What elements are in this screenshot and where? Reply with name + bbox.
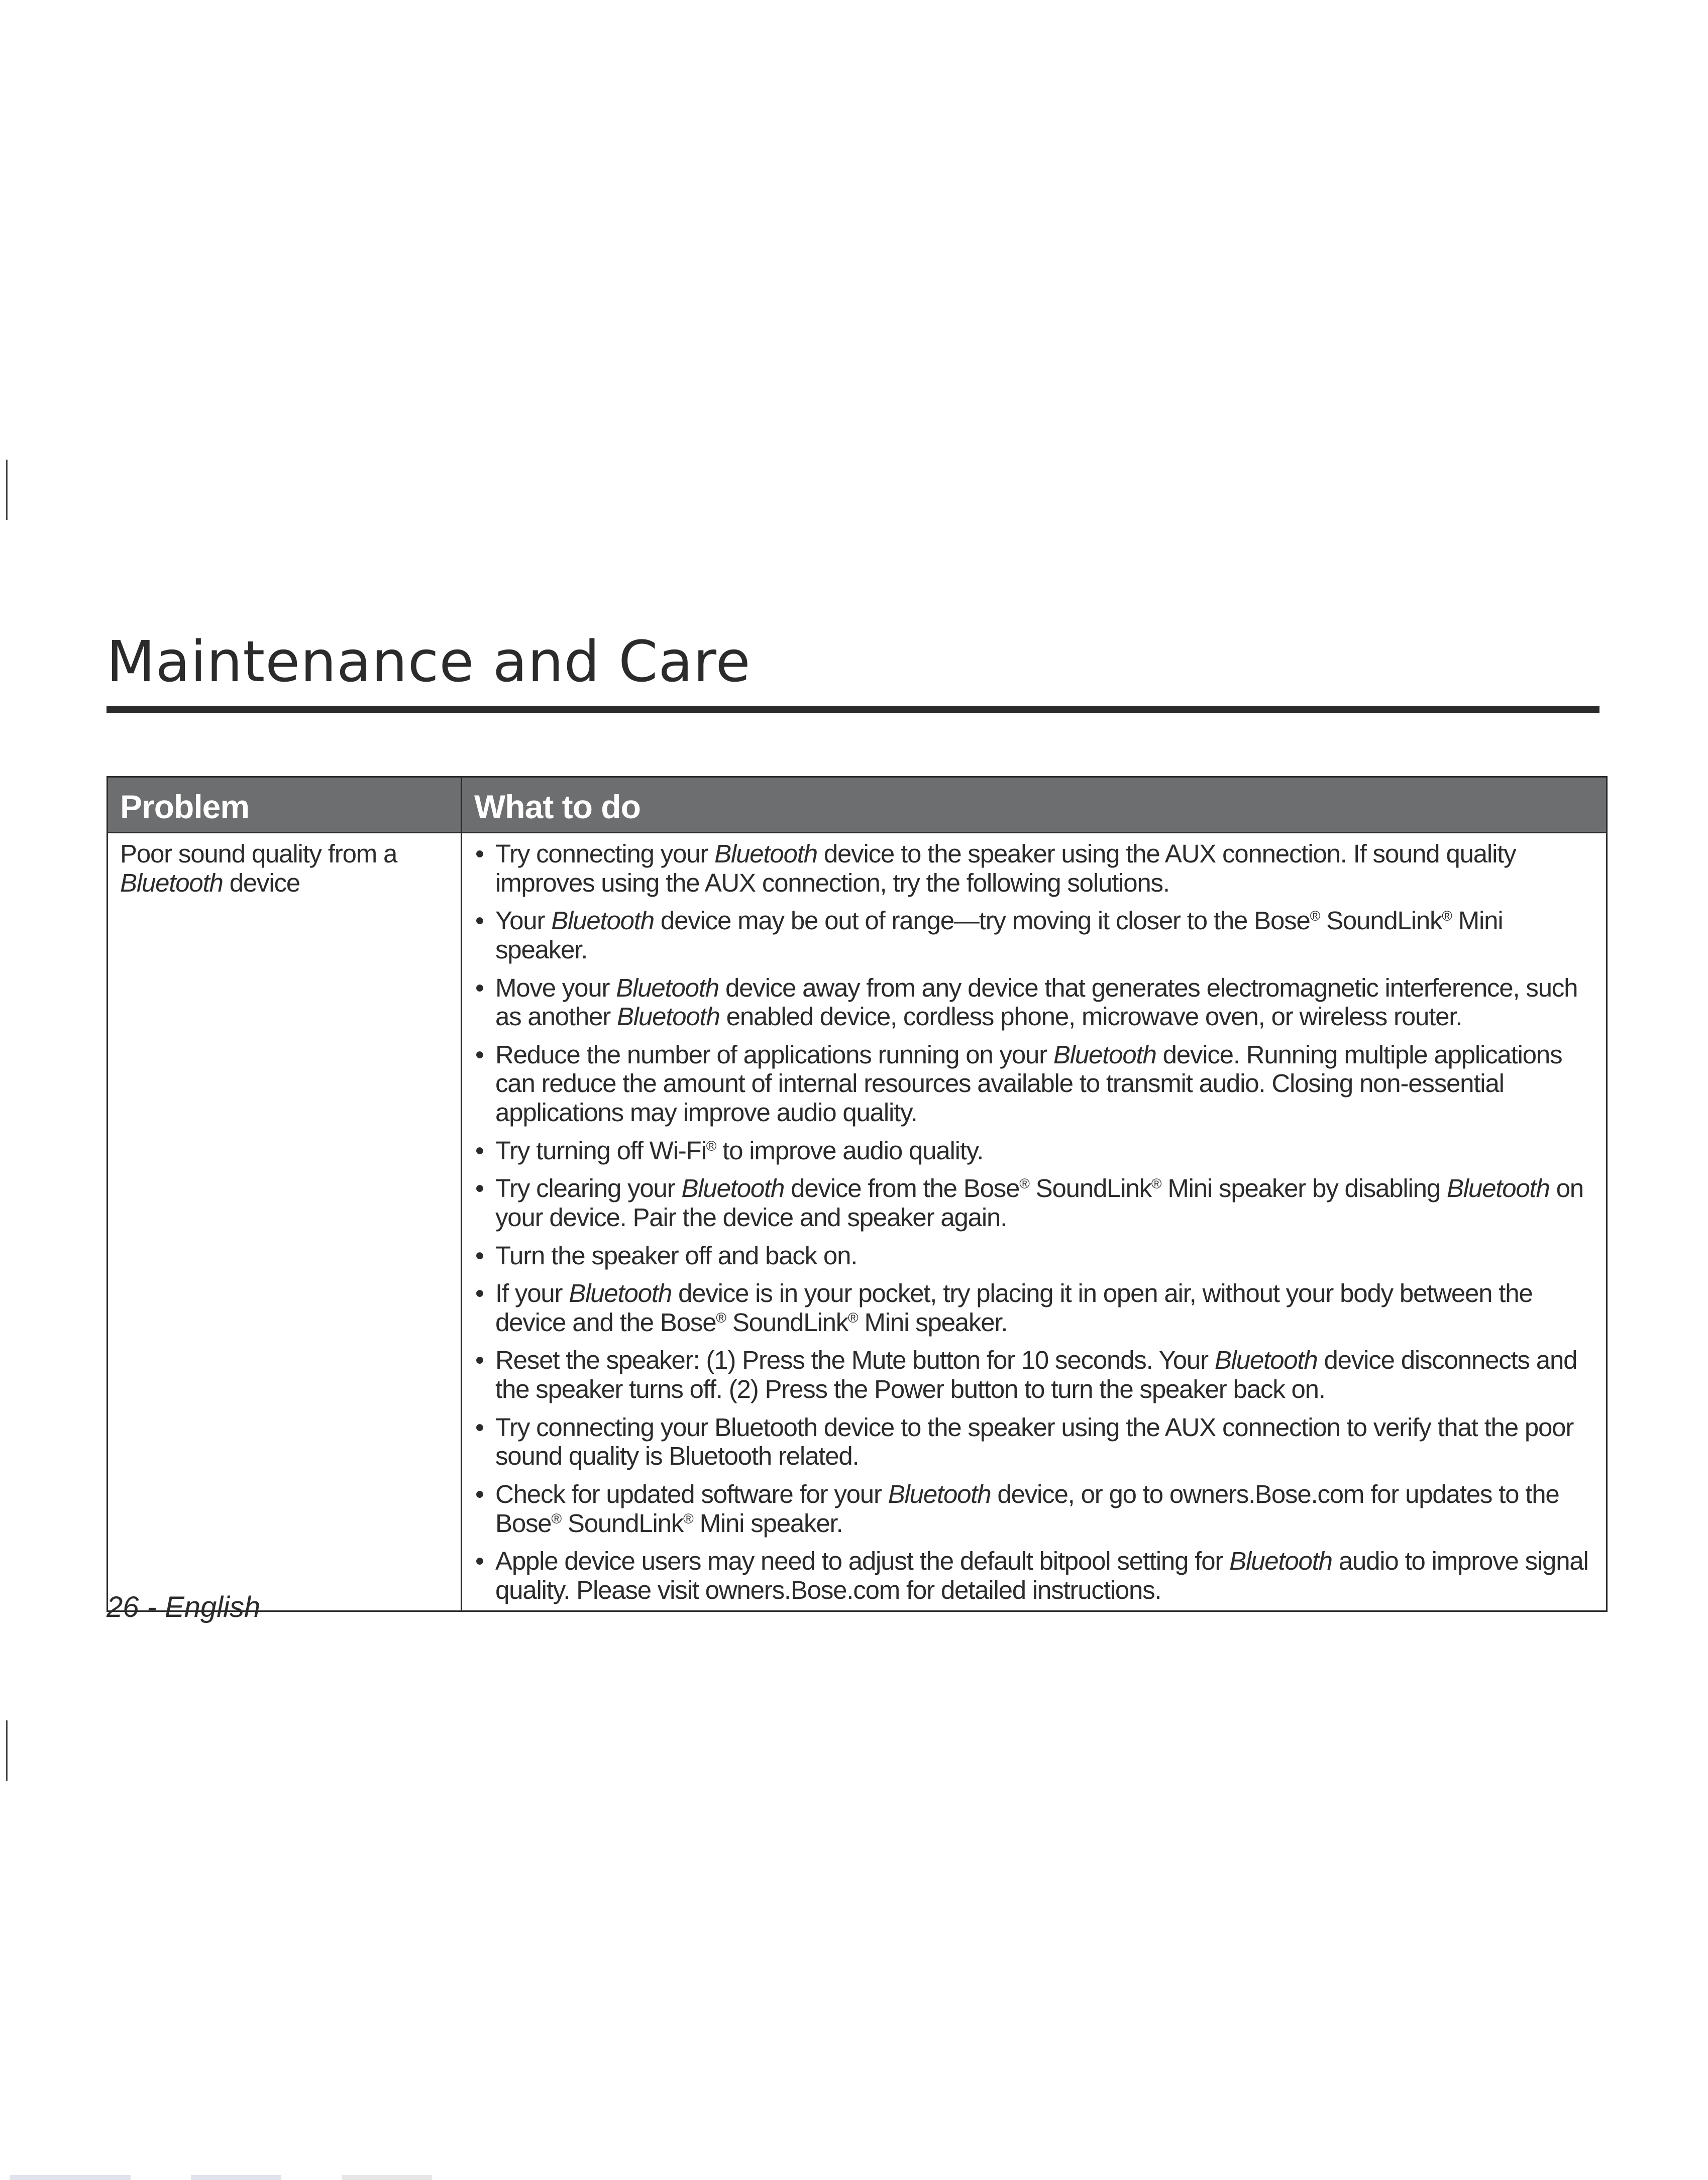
solution-item bbox=[474, 1547, 1594, 1604]
registered-mark: ® bbox=[551, 1510, 561, 1527]
solution-text: to improve audio quality. bbox=[716, 1136, 984, 1165]
solution-text: Your bbox=[495, 906, 552, 935]
solution-emphasis: Bluetooth bbox=[1214, 1346, 1318, 1375]
solutions-cell bbox=[462, 833, 1607, 1611]
solution-text: on your device. Pair the device and speaker again. bbox=[495, 1174, 1583, 1232]
crop-mark-top bbox=[6, 460, 8, 520]
solution-text: Try turning off Wi-Fi bbox=[495, 1136, 706, 1165]
page-footer bbox=[106, 1590, 260, 1624]
solution-text: Mini speaker by disabling bbox=[1161, 1174, 1447, 1203]
problem-em: Bluetooth bbox=[120, 868, 223, 897]
solution-text: device disconnects and the speaker turns off. (2) Press the Power button to turn the speaker back on. bbox=[495, 1346, 1577, 1403]
solution-text: Move your bbox=[495, 973, 616, 1002]
title-rule bbox=[106, 706, 1599, 713]
solution-text: Apple device users may need to adjust the default bitpool setting for bbox=[495, 1547, 1230, 1576]
solution-item bbox=[474, 1279, 1594, 1337]
solution-item bbox=[474, 1346, 1594, 1403]
solution-item bbox=[474, 1136, 1594, 1165]
solution-text: Try connecting your Bluetooth device to the speaker using the AUX connection to verify that the poor sound quality is Bluetooth related. bbox=[495, 1412, 1574, 1471]
registered-mark: ® bbox=[1151, 1176, 1161, 1192]
registered-mark: ® bbox=[848, 1310, 858, 1326]
registered-mark: ® bbox=[1310, 908, 1320, 924]
page-number: 26 bbox=[106, 1591, 139, 1623]
troubleshooting-table bbox=[106, 776, 1608, 1612]
solution-text: device is in your pocket, try placing it in open air, without your body between the device and the Bose bbox=[495, 1279, 1533, 1337]
header-problem: Problem bbox=[108, 777, 462, 833]
solution-emphasis: Bluetooth bbox=[714, 839, 817, 868]
solutions-list bbox=[474, 839, 1594, 1604]
page-title: Maintenance and Care bbox=[106, 629, 751, 695]
solution-text: Mini speaker. bbox=[693, 1508, 843, 1538]
solution-emphasis: Bluetooth bbox=[1229, 1547, 1332, 1576]
solution-emphasis: Bluetooth bbox=[569, 1279, 672, 1308]
registered-mark: ® bbox=[1442, 908, 1452, 924]
registered-mark: ® bbox=[1019, 1176, 1029, 1192]
footer-separator: - bbox=[139, 1591, 165, 1623]
solution-text: device, or go to owners.Bose.com for updates to the Bose bbox=[495, 1479, 1559, 1538]
solution-text: audio to improve signal quality. Please visit owners.Bose.com for detailed instructions. bbox=[495, 1547, 1588, 1604]
solution-text: device to the speaker using the AUX connection. If sound quality improves using the AUX connection, try the following solutions. bbox=[495, 839, 1516, 897]
solution-text: If your bbox=[495, 1279, 569, 1308]
solution-emphasis: Bluetooth bbox=[616, 1002, 720, 1031]
problem-text: Poor sound quality from a bbox=[120, 839, 397, 868]
solution-emphasis: Bluetooth bbox=[681, 1174, 785, 1203]
solution-item bbox=[474, 839, 1594, 897]
solution-item bbox=[474, 973, 1594, 1031]
problem-cell bbox=[108, 833, 462, 1611]
solution-text: enabled device, cordless phone, microwave oven, or wireless router. bbox=[719, 1002, 1462, 1031]
solution-item bbox=[474, 1480, 1594, 1538]
solution-text: device may be out of range—try moving it closer to the Bose bbox=[654, 906, 1310, 935]
table-row bbox=[108, 833, 1607, 1611]
solution-text: SoundLink bbox=[1029, 1174, 1151, 1203]
solution-emphasis: Bluetooth bbox=[551, 906, 654, 935]
solution-text: Try connecting your bbox=[495, 839, 715, 868]
solution-text: Try clearing your bbox=[495, 1174, 682, 1203]
solution-emphasis: Bluetooth bbox=[616, 973, 719, 1002]
registered-mark: ® bbox=[683, 1510, 693, 1527]
solution-text: Reset the speaker: (1) Press the Mute button for 10 seconds. Your bbox=[495, 1346, 1215, 1375]
solution-text: Check for updated software for your bbox=[495, 1479, 888, 1508]
solution-text: Mini speaker. bbox=[858, 1307, 1008, 1337]
solution-emphasis: Bluetooth bbox=[1053, 1040, 1156, 1069]
solution-item bbox=[474, 1413, 1594, 1471]
solution-item bbox=[474, 1241, 1594, 1270]
solution-text: Reduce the number of applications running on your bbox=[495, 1040, 1053, 1069]
solution-text: device. Running multiple applications can reduce the amount of internal resources available to transmit audio. Closing non-essential applications may improve audio quality. bbox=[495, 1040, 1562, 1127]
header-what-to-do: What to do bbox=[462, 777, 1607, 833]
solution-text: device away from any device that generates electromagnetic interference, such as another bbox=[495, 973, 1578, 1031]
solution-text: device from the Bose bbox=[784, 1174, 1020, 1203]
solution-emphasis: Bluetooth bbox=[888, 1479, 991, 1508]
registered-mark: ® bbox=[706, 1138, 716, 1154]
solution-text: SoundLink bbox=[1320, 906, 1442, 935]
registered-mark: ® bbox=[716, 1310, 726, 1326]
solution-text: Turn the speaker off and back on. bbox=[495, 1241, 858, 1270]
footer-language: English bbox=[165, 1591, 261, 1623]
solution-emphasis: Bluetooth bbox=[1446, 1174, 1550, 1203]
solution-text: Mini speaker. bbox=[495, 906, 1503, 964]
solution-text: SoundLink bbox=[725, 1307, 848, 1337]
bottom-edge-artifact bbox=[10, 2175, 613, 2180]
problem-tail: device bbox=[223, 868, 300, 897]
table-header-row bbox=[108, 777, 1607, 833]
solution-item bbox=[474, 1040, 1594, 1127]
solution-item bbox=[474, 906, 1594, 964]
crop-mark-bottom bbox=[6, 1720, 8, 1781]
solution-text: SoundLink bbox=[561, 1508, 684, 1538]
solution-item bbox=[474, 1174, 1594, 1232]
